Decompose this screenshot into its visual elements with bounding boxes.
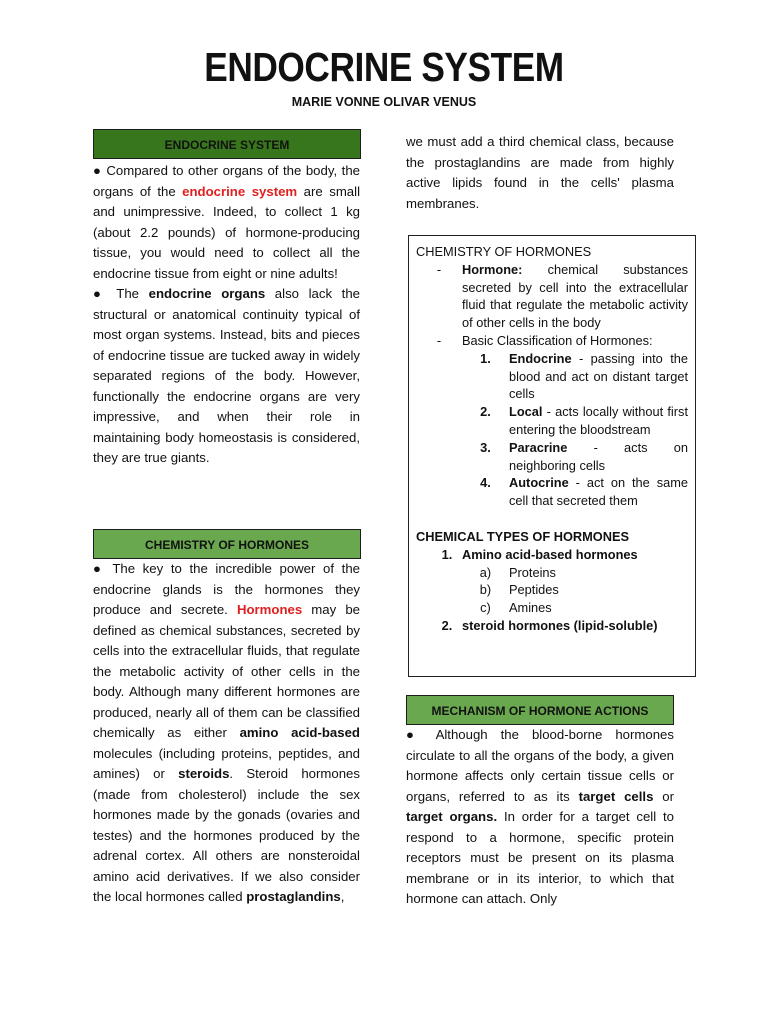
list-item-basic-classification: - Basic Classification of Hormones: xyxy=(436,332,653,348)
paragraph-hormones: ● The key to the incredible power of the endocrine glands is the hormones they produce and secrete. Hormones may be defined as chemical substances, secreted by cells into the extracellular fluids, that regulate the metabolic activity of other cells in the body. Although many different hormones are produced, nearly all of them can be classified chemically as either amino acid-based molecules (including proteins, peptides, and amines) or steroids. Steroid hormones (made from cholesterol) include the sex hormones made by the gonads (ovaries and testes) and the hormones produced by the adrenal cortex. All others are nonsteroidal amino acid derivatives. If we also consider the local hormones called prostaglandins, xyxy=(93,561,361,904)
subtype-item: b) Peptides xyxy=(479,582,559,598)
summary-box xyxy=(408,235,696,677)
term-prostaglandins: prostaglandins xyxy=(246,889,341,904)
page-title: ENDOCRINE SYSTEM xyxy=(204,44,564,90)
term-amino-acid-based: amino acid-based xyxy=(239,725,360,740)
class-item: 3. Paracrine - acts on neighboring cells xyxy=(480,439,688,473)
box-heading-chemical-types: CHEMICAL TYPES OF HORMONES xyxy=(416,528,630,544)
section-heading-chemistry-of-hormones: CHEMISTRY OF HORMONES xyxy=(93,529,361,559)
type-item: 1. Amino acid-based hormones xyxy=(441,546,638,562)
term-hormones: Hormones xyxy=(236,602,303,617)
box-heading-chemistry: CHEMISTRY OF HORMONES xyxy=(416,244,592,259)
term-endocrine-system: endocrine system xyxy=(182,183,298,199)
term-steroids: steroids xyxy=(178,766,230,781)
section-heading-mechanism: MECHANISM OF HORMONE ACTIONS xyxy=(406,695,674,725)
paragraph-continuity: ● The endocrine organs also lack the structural or anatomical continuity typical of most organ systems. Instead, bits and pieces of endocrine tissue are tucked away in widely separated regions of the body. However, functionally the endocrine organs are very impressive, and when their role in maintaining body homeostasis is considered, they are true giants. xyxy=(93,286,360,465)
class-item: 2. Local - acts locally without first entering the bloodstream xyxy=(480,404,688,437)
term-target-organs: target organs. xyxy=(406,809,498,824)
class-item: 1. Endocrine - passing into the blood and act on distant target cells xyxy=(480,350,688,402)
paragraph-intro xyxy=(93,161,360,469)
type-item: 2. steroid hormones (lipid-soluble) xyxy=(441,617,658,633)
paragraph-mechanism: ● Although the blood-borne hormones circulate to all the organs of the body, a given hormone affects only certain tissue cells or organs, referred to as its target cells or target organs. In order for a target cell to respond to a hormone, specific protein receptors must be present on its plasma membrane or in its interior, to which that hormone can attach. Only xyxy=(406,727,674,906)
subtype-item: a) Proteins xyxy=(479,564,556,580)
subtype-item: c) Amines xyxy=(480,600,552,616)
term-endocrine-organs: endocrine organs xyxy=(148,286,266,301)
list-item-hormone-definition: - Hormone: chemical substances secreted by cell into the extracellular fluid that regulate the metabolic activity of other cells in the body xyxy=(436,261,688,331)
term-target-cells: target cells xyxy=(578,788,654,804)
paragraph-organs-size: ● Compared to other organs of the body, the organs of the endocrine system are small and unimpressive. Indeed, to collect 1 kg (about 2.2 pounds) of hormone-producing tissue, you would need to collect all the endocrine tissue from eight or nine adults! xyxy=(93,163,360,281)
class-item: 4. Autocrine - act on the same cell that secreted them xyxy=(480,475,688,509)
section-heading-endocrine-system: ENDOCRINE SYSTEM xyxy=(93,129,361,159)
author-name: MARIE VONNE OLIVAR VENUS xyxy=(291,95,477,109)
paragraph-continuation: we must add a third chemical class, because the prostaglandins are made from highly active lipids found in the cells' plasma membranes. xyxy=(406,134,674,211)
